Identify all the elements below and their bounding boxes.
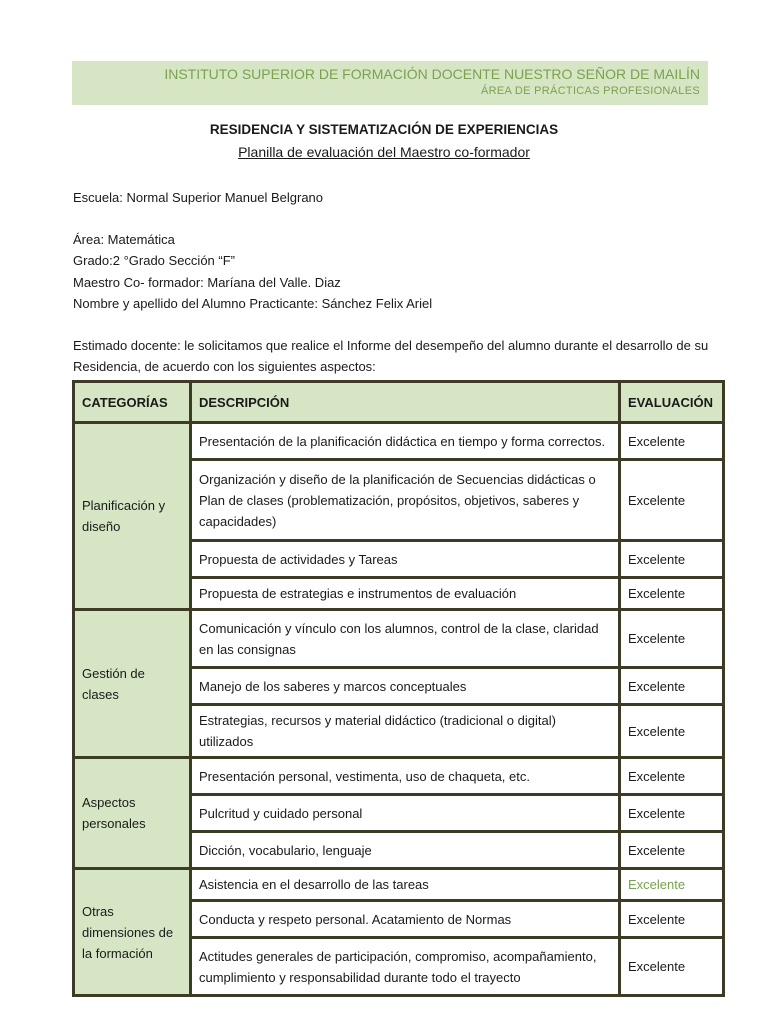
institution-header	[72, 61, 708, 105]
category-cell: Gestión de clases	[74, 610, 191, 758]
maestro-line: Maestro Co- formador: Maríana del Valle. Diaz	[73, 275, 341, 290]
header-evaluacion: EVALUACIÓN	[620, 382, 724, 423]
alumno-line: Nombre y apellido del Alumno Practicante: Sánchez Felix Ariel	[73, 296, 433, 311]
description-cell: Dicción, vocabulario, lenguaje	[191, 832, 620, 869]
table-row	[74, 423, 724, 460]
intro-paragraph: Estimado docente: le solicitamos que realice el Informe del desempeño del alumno durante el desarrollo de su Residencia, de acuerdo con los siguientes aspectos:	[73, 338, 709, 374]
evaluation-cell: Excelente	[620, 610, 724, 668]
grado-line: Grado:2 °Grado Sección “F”	[73, 253, 235, 268]
description-cell: Conducta y respeto personal. Acatamiento de Normas	[191, 901, 620, 938]
table-row	[74, 610, 724, 668]
header-descripcion: DESCRIPCIÓN	[191, 382, 620, 423]
evaluation-cell: Excelente	[620, 705, 724, 758]
description-cell: Actitudes generales de participación, compromiso, acompañamiento, cumplimiento y responsabilidad durante todo el trayecto	[191, 938, 620, 996]
evaluation-cell: Excelente	[620, 938, 724, 996]
description-cell: Presentación personal, vestimenta, uso de chaqueta, etc.	[191, 758, 620, 795]
evaluation-cell: Excelente	[620, 795, 724, 832]
category-cell: Planificación y diseño	[74, 423, 191, 610]
institution-name: INSTITUTO SUPERIOR DE FORMACIÓN DOCENTE NUESTRO SEÑOR DE MAILÍN	[164, 66, 700, 82]
category-cell: Otras dimensiones de la formación	[74, 869, 191, 996]
description-cell: Propuesta de estrategias e instrumentos de evaluación	[191, 578, 620, 610]
description-cell: Presentación de la planificación didáctica en tiempo y forma correctos.	[191, 423, 620, 460]
evaluation-table	[72, 380, 725, 997]
description-cell: Manejo de los saberes y marcos conceptuales	[191, 668, 620, 705]
table-row	[74, 869, 724, 901]
evaluation-cell: Excelente	[620, 901, 724, 938]
evaluation-cell: Excelente	[620, 832, 724, 869]
description-cell: Estrategias, recursos y material didáctico (tradicional o digital) utilizados	[191, 705, 620, 758]
table-row	[74, 758, 724, 795]
category-cell: Aspectos personales	[74, 758, 191, 869]
area-name: ÁREA DE PRÁCTICAS PROFESIONALES	[481, 85, 700, 97]
description-cell: Propuesta de actividades y Tareas	[191, 541, 620, 578]
table-header-row	[74, 382, 724, 423]
evaluation-cell: Excelente	[620, 668, 724, 705]
document-title: RESIDENCIA Y SISTEMATIZACIÓN DE EXPERIENCIAS	[209, 122, 559, 137]
escuela-line: Escuela: Normal Superior Manuel Belgrano	[73, 190, 324, 205]
evaluation-cell: Excelente	[620, 578, 724, 610]
evaluation-cell: Excelente	[620, 423, 724, 460]
area-line: Área: Matemática	[73, 232, 175, 247]
evaluation-cell: Excelente	[620, 758, 724, 795]
evaluation-cell: Excelente	[620, 869, 724, 901]
description-cell: Organización y diseño de la planificación de Secuencias didácticas o Plan de clases (problematización, propósitos, objetivos, saberes y capacidades)	[191, 460, 620, 541]
header-categorias: CATEGORÍAS	[74, 382, 191, 423]
description-cell: Asistencia en el desarrollo de las tareas	[191, 869, 620, 901]
description-cell: Comunicación y vínculo con los alumnos, control de la clase, claridad en las consignas	[191, 610, 620, 668]
evaluation-cell: Excelente	[620, 541, 724, 578]
evaluation-cell: Excelente	[620, 460, 724, 541]
description-cell: Pulcritud y cuidado personal	[191, 795, 620, 832]
document-subtitle: Planilla de evaluación del Maestro co-formador	[238, 144, 530, 160]
